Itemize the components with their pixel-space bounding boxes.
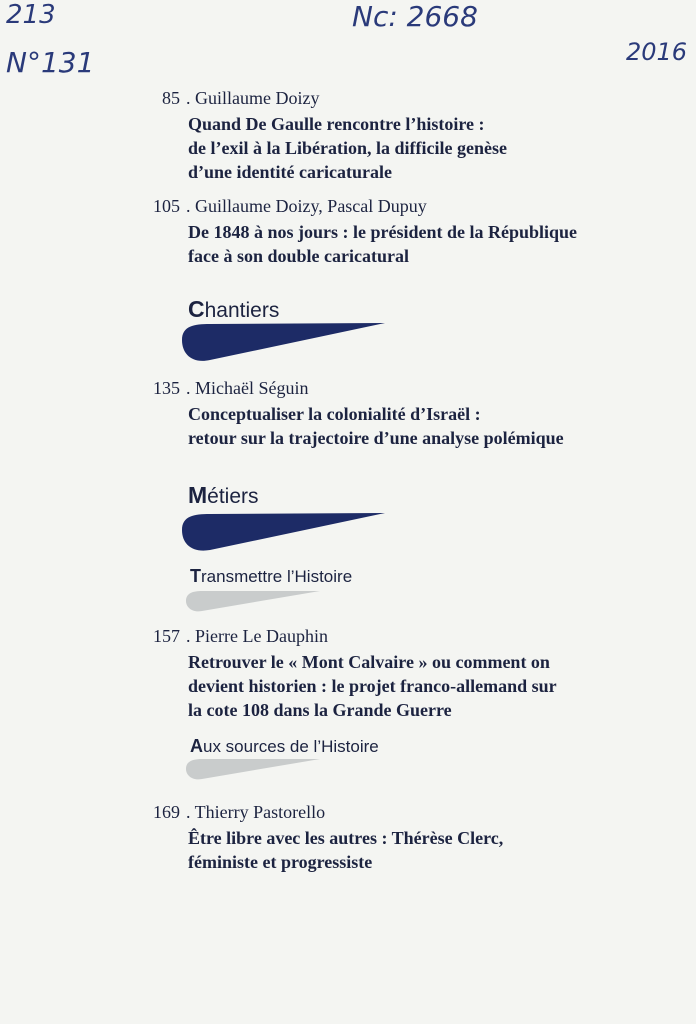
entry-author: . Guillaume Doizy [186,88,320,108]
page-number: 105 [153,196,180,216]
entry-title [188,826,503,874]
entry-title-line: Conceptualiser la colonialité d’Israël : [188,404,481,424]
entry-title-line: féministe et progressiste [188,852,373,872]
entry-title [188,220,577,268]
entry-title-line: Être libre avec les autres : Thérèse Clerc, [188,828,504,848]
entry-title-line: devient historien : le projet franco-allemand sur [188,676,557,696]
section-rest: étiers [207,485,259,508]
entry-author: . Guillaume Doizy, Pascal Dupuy [186,196,427,216]
handwritten-year-top-right: 2016 [626,38,688,66]
entry-title [188,650,557,722]
subsection-rest: ux sources de l’Histoire [203,737,379,756]
entry-title-line: Retrouver le « Mont Calvaire » ou comment on [188,652,550,672]
section-heading-chantiers [188,296,279,323]
swoosh-shape [182,323,385,361]
subsection-swoosh-decoration [184,756,324,782]
swoosh-shape [186,591,320,611]
entry-title-line: d’une identité caricaturale [188,162,392,182]
section-rest: hantiers [204,299,280,322]
page-number: 85 [162,88,180,108]
entry-author: . Michaël Séguin [186,378,309,398]
entry-title-line: retour sur la trajectoire d’une analyse polémique [188,428,564,448]
entry-title [188,112,507,184]
section-initial: C [188,296,205,322]
subsection-heading-sources [190,736,379,757]
swoosh-shape [182,513,385,551]
entry-author: . Pierre Le Dauphin [186,626,328,646]
subsection-initial: T [190,566,201,586]
page-number: 169 [153,802,180,822]
section-swoosh-decoration [180,320,390,366]
page-number: 157 [153,626,180,646]
entry-author: . Thierry Pastorello [186,802,326,822]
section-swoosh-decoration [180,508,390,554]
entry-title [188,402,564,450]
subsection-swoosh-decoration [184,588,324,614]
section-initial: M [188,482,208,508]
handwritten-reference-number: N°131 [6,46,95,79]
entry-title-line: la cote 108 dans la Grande Guerre [188,700,452,720]
entry-title-line: Quand De Gaulle rencontre l’histoire : [188,114,485,134]
subsection-initial: A [190,736,203,756]
entry-title-line: De 1848 à nos jours : le président de la République [188,222,578,242]
handwritten-note-top-center: Nc: 2668 [352,0,478,33]
subsection-rest: ransmettre l’Histoire [201,567,353,586]
swoosh-shape [186,759,320,779]
page-number: 135 [153,378,180,398]
section-heading-metiers [188,482,259,509]
handwritten-number-top-left: 213 [6,0,56,30]
subsection-heading-transmettre [190,566,352,587]
entry-title-line: face à son double caricatural [188,246,409,266]
entry-title-line: de l’exil à la Libération, la difficile genèse [188,138,507,158]
